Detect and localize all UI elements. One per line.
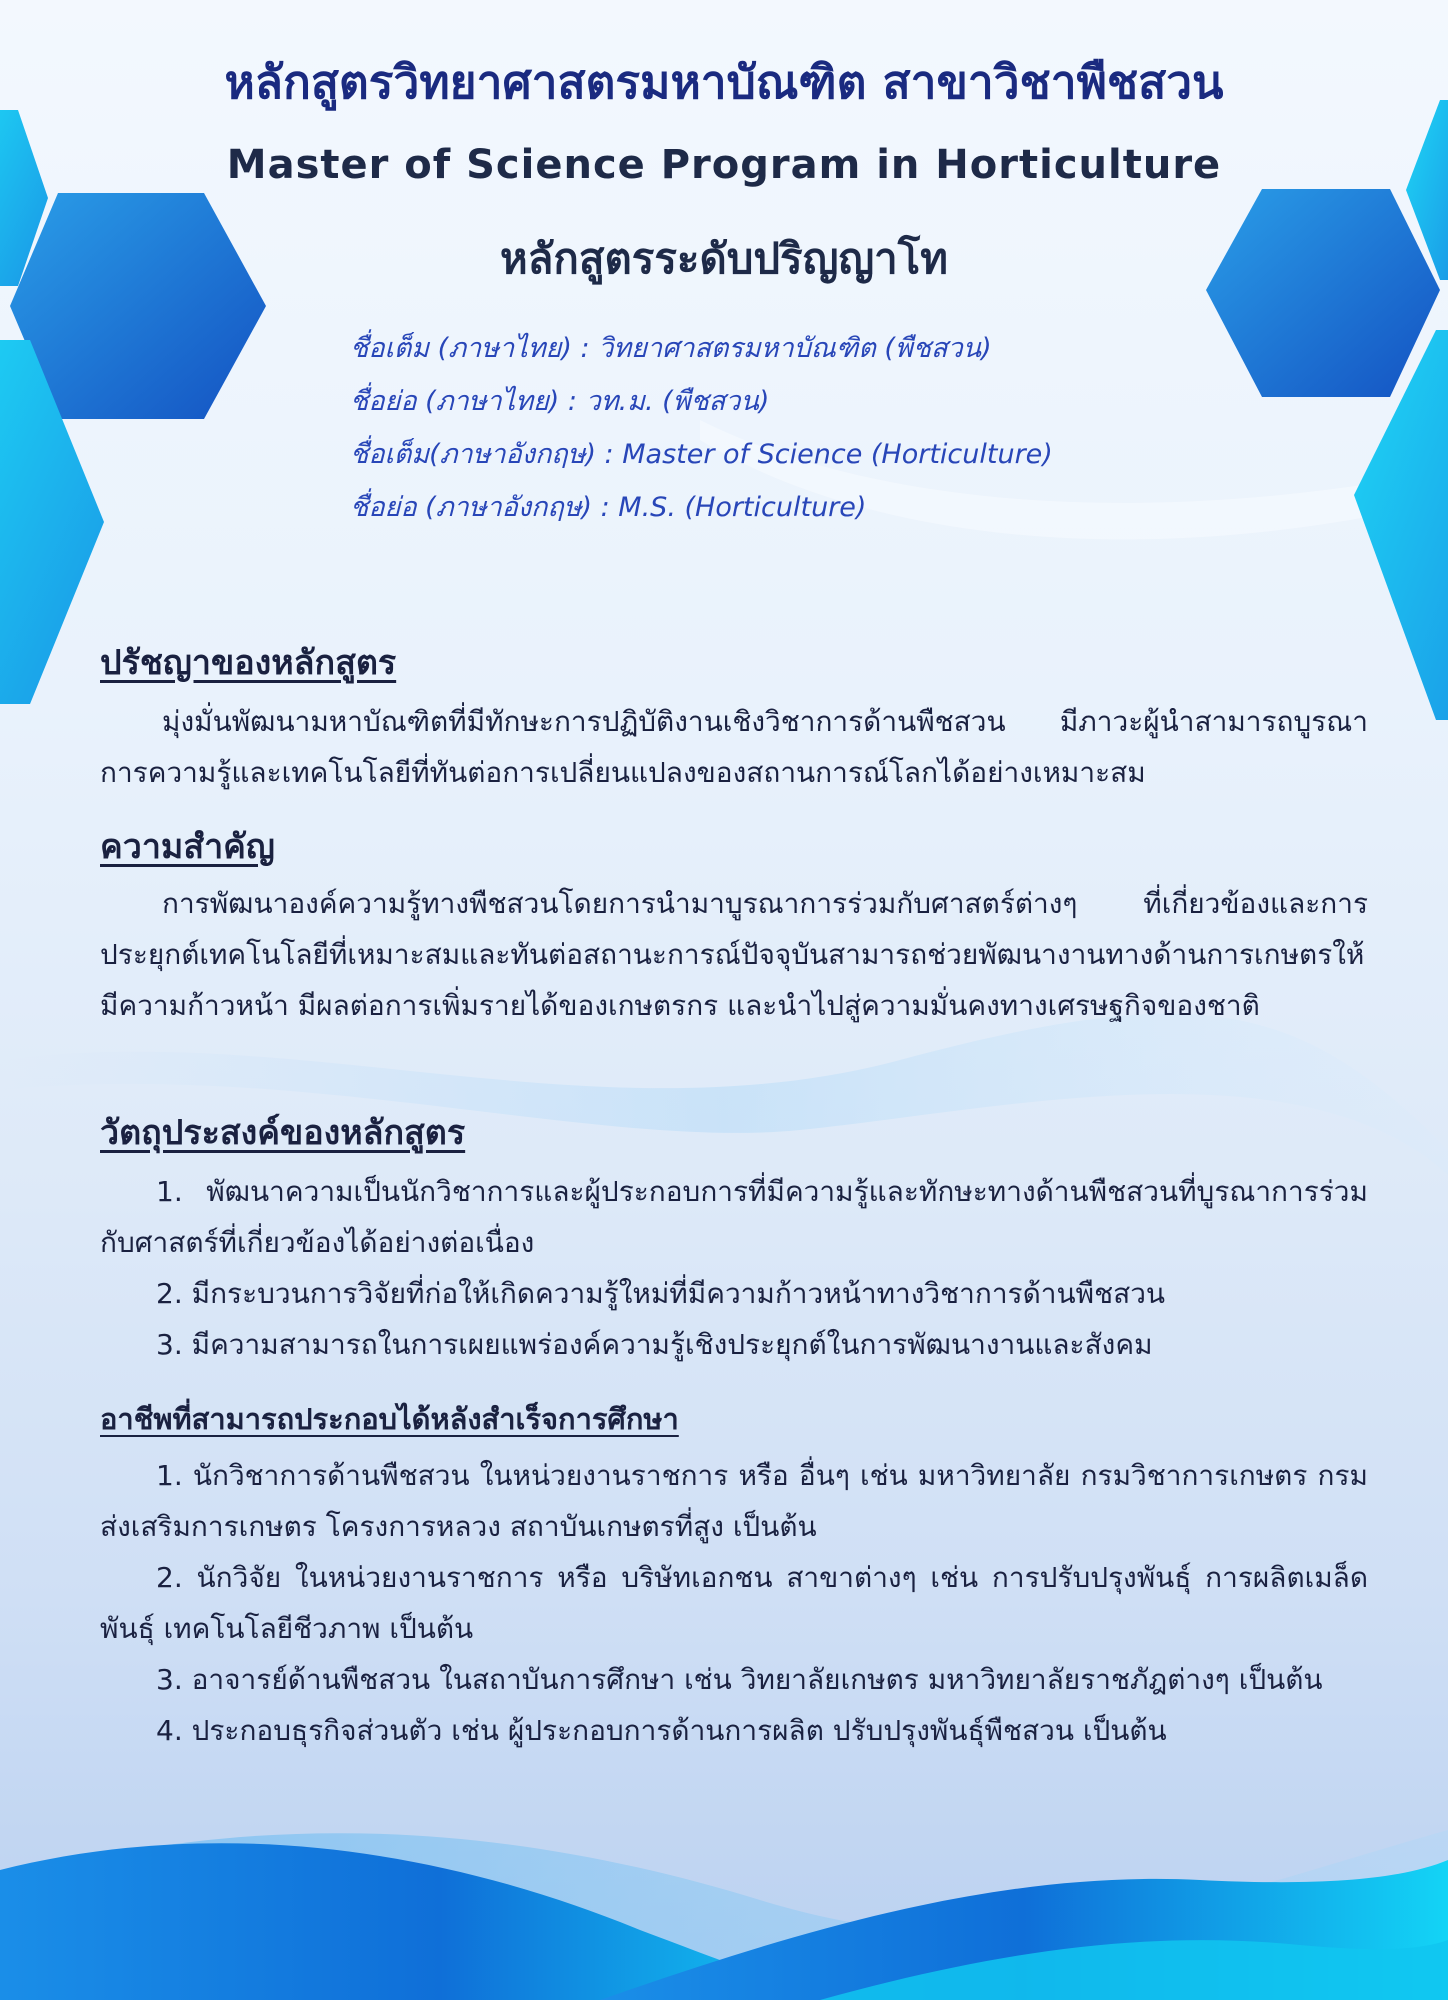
importance-heading: ความสำคัญ bbox=[100, 827, 275, 867]
degree-names bbox=[350, 322, 1150, 534]
career-item: 3. อาจารย์ด้านพืชสวน ในสถาบันการศึกษา เช่น วิทยาลัยเกษตร มหาวิทยาลัยราชภัฎต่างๆ เป็นต้น bbox=[156, 1663, 1323, 1696]
career-item: 1. นักวิชาการด้านพืชสวน ในหน่วยงานราชการ หรือ อื่นๆ เช่น มหาวิทยาลัย กรมวิชาการเกษตร กรมส่งเสริมการเกษตร โครงการหลวง สถาบันเกษตรที่สูง เป็นต้น bbox=[100, 1459, 1368, 1543]
objectives-section bbox=[100, 1110, 1368, 1370]
objectives-heading: วัตถุประสงค์ของหลักสูตร bbox=[100, 1113, 466, 1153]
objective-item: 2. มีกระบวนการวิจัยที่ก่อให้เกิดความรู้ใหม่ที่มีความก้าวหน้าทางวิชาการด้านพืชสวน bbox=[156, 1277, 1166, 1310]
degree-full-name-english: ชื่อเต็ม(ภาษาอังกฤษ) : Master of Science (Horticulture) bbox=[350, 439, 1053, 470]
objective-item: 1. พัฒนาความเป็นนักวิชาการและผู้ประกอบการที่มีความรู้และทักษะทางด้านพืชสวนที่บูรณาการร่วมกับศาสตร์ที่เกี่ยวข้องได้อย่างต่อเนื่อง bbox=[100, 1175, 1368, 1259]
program-title-thai: หลักสูตรวิทยาศาสตรมหาบัณฑิต สาขาวิชาพืชสวน bbox=[224, 55, 1224, 109]
importance-section bbox=[100, 824, 1368, 1031]
career-item: 4. ประกอบธุรกิจส่วนตัว เช่น ผู้ประกอบการด้านการผลิต ปรับปรุงพันธุ์พืชสวน เป็นต้น bbox=[156, 1714, 1167, 1747]
objective-item: 3. มีความสามารถในการเผยแพร่องค์ความรู้เชิงประยุกต์ในการพัฒนางานและสังคม bbox=[156, 1328, 1153, 1361]
philosophy-text: มุ่งมั่นพัฒนามหาบัณฑิตที่มีทักษะการปฏิบัติงานเชิงวิชาการด้านพืชสวน มีภาวะผู้นำสามารถบูรณาการความรู้และเทคโนโลยีที่ทันต่อการเปลี่ยนแปลงของสถานการณ์โลกได้อย่างเหมาะสม bbox=[100, 705, 1368, 789]
importance-text: การพัฒนาองค์ความรู้ทางพืชสวนโดยการนำมาบูรณาการร่วมกับศาสตร์ต่างๆ ที่เกี่ยวข้องและการประยุกต์เทคโนโลยีที่เหมาะสมและทันต่อสถานะการณ์ปัจจุบันสามารถช่วยพัฒนางานทางด้านการเกษตรให้มีความก้าวหน้า มีผลต่อการเพิ่มรายได้ของเกษตรกร และนำไปสู่ความมั่นคงทางเศรษฐกิจของชาติ bbox=[100, 887, 1368, 1022]
degree-full-name-thai: ชื่อเต็ม (ภาษาไทย) : วิทยาศาสตรมหาบัณฑิต (พืชสวน) bbox=[350, 333, 992, 364]
philosophy-heading: ปรัชญาของหลักสูตร bbox=[100, 643, 397, 683]
degree-abbrev-thai: ชื่อย่อ (ภาษาไทย) : วท.ม. (พืชสวน) bbox=[350, 386, 770, 417]
degree-abbrev-english: ชื่อย่อ (ภาษาอังกฤษ) : M.S. (Horticulture) bbox=[350, 492, 867, 523]
careers-section bbox=[100, 1396, 1368, 1756]
program-title-english: Master of Science Program in Horticulture bbox=[226, 142, 1222, 188]
program-level: หลักสูตรระดับปริญญาโท bbox=[500, 234, 948, 283]
careers-heading: อาชีพที่สามารถประกอบได้หลังสำเร็จการศึกษา bbox=[100, 1402, 679, 1436]
philosophy-section bbox=[100, 640, 1368, 798]
career-item: 2. นักวิจัย ในหน่วยงานราชการ หรือ บริษัทเอกชน สาขาต่างๆ เช่น การปรับปรุงพันธุ์ การผลิตเมล็ดพันธุ์ เทคโนโลยีชีวภาพ เป็นต้น bbox=[100, 1561, 1368, 1645]
